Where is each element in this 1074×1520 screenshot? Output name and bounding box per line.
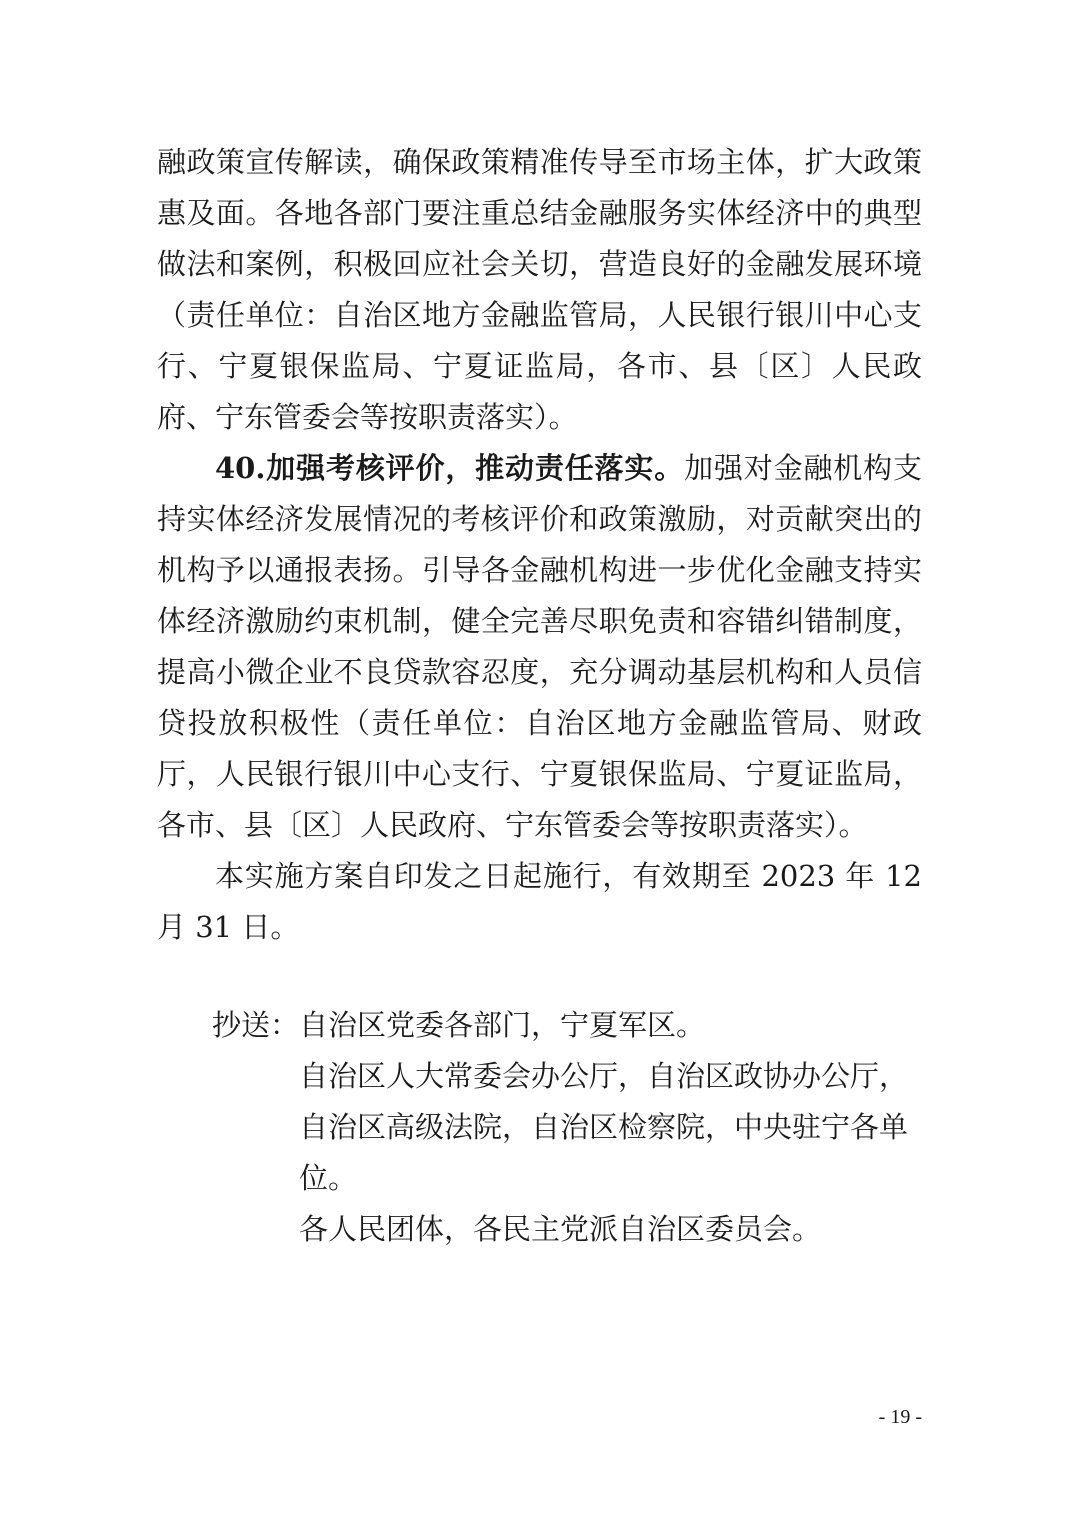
paragraph-item-40 <box>157 443 922 851</box>
paragraph-effective-date: 本实施方案自印发之日起施行，有效期至 2023 年 12 月 31 日。 <box>157 859 922 944</box>
item-40-body: 加强对金融机构支持实体经济发展情况的考核评价和政策激励，对贡献突出的机构予以通报表扬。引导各金融机构进一步优化金融支持实体经济激励约束机制，健全完善尽职免责和容错纠错制度，提高小微企业不良贷款容忍度，充分调动基层机构和人员信贷投放积极性（责任单位：自治区地方金融监管局、财政厅，人民银行银川中心支行、宁夏银保监局、宁夏证监局，各市、县〔区〕人民政府、宁东管委会等按职责落实）。 <box>157 451 922 842</box>
item-40-heading: 40.加强考核评价，推动责任落实。 <box>215 451 685 485</box>
paragraph-policy-publicity: 融政策宣传解读，确保政策精准传导至市场主体，扩大政策惠及面。各地各部门要注重总结金融服务实体经济中的典型做法和案例，积极回应社会关切，营造良好的金融发展环境（责任单位：自治区地方金融监管局，人民银行银川中心支行、宁夏银保监局、宁夏证监局，各市、县〔区〕人民政府、宁东管委会等按职责落实）。 <box>157 145 922 434</box>
document-body <box>157 137 922 953</box>
cc-recipient-line-1: 自治区党委各部门，宁夏军区。 <box>299 1008 706 1042</box>
cc-row <box>212 1000 922 1255</box>
cc-recipients <box>299 1000 922 1255</box>
cc-recipient-line-3: 各人民团体，各民主党派自治区委员会。 <box>299 1212 822 1246</box>
cc-label: 抄送： <box>212 1008 300 1042</box>
cc-recipient-line-2: 自治区人大常委会办公厅，自治区政协办公厅，自治区高级法院，自治区检察院，中央驻宁各单位。 <box>299 1059 909 1195</box>
cc-distribution-list <box>212 1000 922 1255</box>
page-number: - 19 - <box>878 1406 922 1428</box>
